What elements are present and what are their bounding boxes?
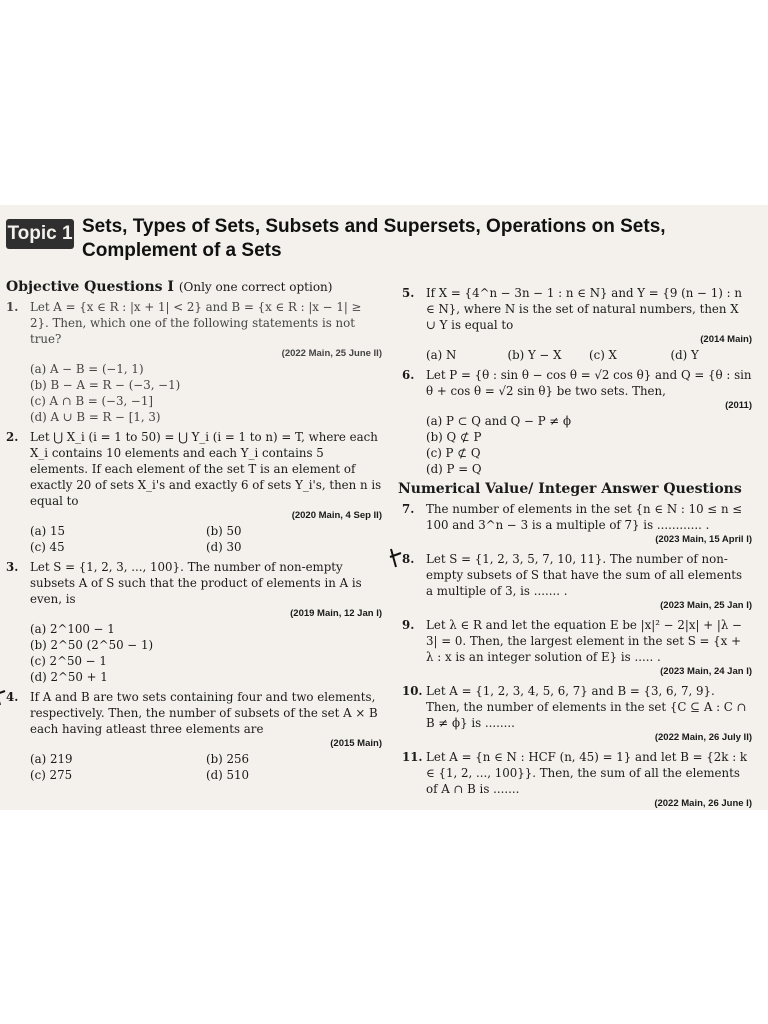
option-d: (d) 2^50 + 1 [30,670,108,684]
option-a: (a) 219 [30,752,73,766]
question-8 [402,551,752,613]
question-text: If A and B are two sets containing four and two elements, respectively. Then, the number of subsets of the set A × B each having atleast three elements are [30,690,378,736]
question-source: (2023 Main, 15 April I) [655,534,752,545]
option-c: (c) X [589,348,617,362]
question-number: 8. [402,552,415,566]
option-a: (a) P ⊂ Q and Q − P ≠ ϕ [426,414,572,428]
question-source: (2020 Main, 4 Sep II) [291,510,382,521]
question-text: Let P = {θ : sin θ − cos θ = √2 cos θ} and Q = {θ : sin θ + cos θ = √2 sin θ} be two sets. Then, [426,368,752,398]
option-d: (d) 510 [206,768,250,782]
option-a: (a) N [426,348,457,362]
question-text: Let A = {n ∈ N : HCF (n, 45) = 1} and let B = {2k : k ∈ {1, 2, ..., 100}}. Then, the sum of all the elements of A ∩ B is ....... [426,750,748,796]
question-number: 5. [402,286,415,300]
question-number: 3. [6,560,19,574]
question-number: 11. [402,750,423,764]
question-number: 2. [6,430,19,444]
question-number: 7. [402,502,415,516]
numerical-questions-heading: Numerical Value/ Integer Answer Questions [398,481,742,497]
options-list [30,751,382,783]
objective-heading-sub: (Only one correct option) [178,280,333,294]
question-source: (2022 Main, 26 July II) [654,732,752,743]
option-a: (a) A − B = (−1, 1) [30,362,144,376]
topic-title: Sets, Types of Sets, Subsets and Supersets, Operations on Sets, Complement of a Sets [82,216,666,261]
question-number: 4. [6,690,19,704]
question-source: (2019 Main, 12 Jan I) [290,608,382,619]
option-b: (b) Q ⊄ P [426,430,482,444]
options-list [426,347,752,363]
option-b: (b) Y − X [507,348,562,362]
right-column [398,285,752,810]
question-text: Let S = {1, 2, 3, 5, 7, 10, 11}. The number of non-empty subsets of S that have the sum of all elements a multiple of 3, is ....... . [426,552,743,598]
question-4 [6,689,382,783]
option-d: (d) A ∪ B = R − [1, 3) [30,410,161,424]
objective-questions-heading [6,279,382,295]
option-c: (c) A ∩ B = (−3, −1] [30,394,154,408]
question-number: 9. [402,618,415,632]
options-list [30,361,382,425]
question-text: Let λ ∈ R and let the equation E be |x|² − 2|x| + |λ − 3| = 0. Then, the largest element in the set S = {x + λ : x is an integer solution of E} is ..... . [426,618,742,664]
question-2 [6,429,382,555]
option-c: (c) 45 [30,540,65,554]
question-1 [6,299,382,425]
question-number: 10. [402,684,423,698]
textbook-page [0,205,768,810]
option-b: (b) 50 [206,524,242,538]
option-a: (a) 15 [30,524,65,538]
bottom-blank-margin [0,810,768,1024]
topic-badge: Topic 1 [6,219,74,249]
option-b: (b) 2^50 (2^50 − 1) [30,638,154,652]
question-9 [402,617,752,679]
question-text: Let A = {1, 2, 3, 4, 5, 6, 7} and B = {3, 6, 7, 9}. Then, the number of elements in the set {C ⊆ A : C ∩ B ≠ ϕ} is ........ [426,684,747,730]
left-column [6,279,382,787]
question-5 [402,285,752,363]
option-d: (d) Y [670,348,699,362]
question-source: (2015 Main) [330,738,382,749]
question-10 [402,683,752,745]
options-list [30,523,382,555]
question-text: If X = {4^n − 3n − 1 : n ∈ N} and Y = {9 (n − 1) : n ∈ N}, where N is the set of natural numbers, then X ∪ Y is equal to [426,286,742,332]
options-list [426,413,752,477]
question-text: Let ⋃ X_i (i = 1 to 50) = ⋃ Y_i (i = 1 to n) = T, where each X_i contains 10 elements and each Y_i contains 5 elements. If each element of the set T is an element of exactly 20 of sets X_i's and exactly 6 of sets Y_i's, then n is equal to [30,430,382,508]
question-source: (2014 Main) [700,334,752,345]
question-6 [402,367,752,477]
question-source: (2023 Main, 24 Jan I) [660,666,752,677]
options-list [30,621,382,685]
option-b: (b) B − A = R − (−3, −1) [30,378,181,392]
option-d: (d) 30 [206,540,242,554]
question-text: Let S = {1, 2, 3, ..., 100}. The number of non-empty subsets A of S such that the product of elements in A is even, is [30,560,362,606]
question-3 [6,559,382,685]
option-c: (c) 2^50 − 1 [30,654,107,668]
option-b: (b) 256 [206,752,250,766]
question-source: (2011) [725,400,752,411]
objective-heading-main: Objective Questions I [6,279,174,295]
question-number: 6. [402,368,415,382]
question-source: (2023 Main, 25 Jan I) [660,600,752,611]
option-c: (c) P ⊄ Q [426,446,481,460]
question-source: (2022 Main, 26 June I) [654,798,752,809]
question-text: Let A = {x ∈ R : |x + 1| < 2} and B = {x ∈ R : |x − 1| ≥ 2}. Then, which one of the following statements is not true? [30,300,362,346]
top-blank-margin [0,0,768,205]
option-c: (c) 275 [30,768,73,782]
question-11 [402,749,752,810]
option-d: (d) P = Q [426,462,482,476]
question-number: 1. [6,300,19,314]
question-7 [402,501,752,547]
question-source: (2022 Main, 25 June II) [281,348,382,359]
question-text: The number of elements in the set {n ∈ N : 10 ≤ n ≤ 100 and 3^n − 3 is a multiple of 7} is ............ . [426,502,743,532]
option-a: (a) 2^100 − 1 [30,622,115,636]
